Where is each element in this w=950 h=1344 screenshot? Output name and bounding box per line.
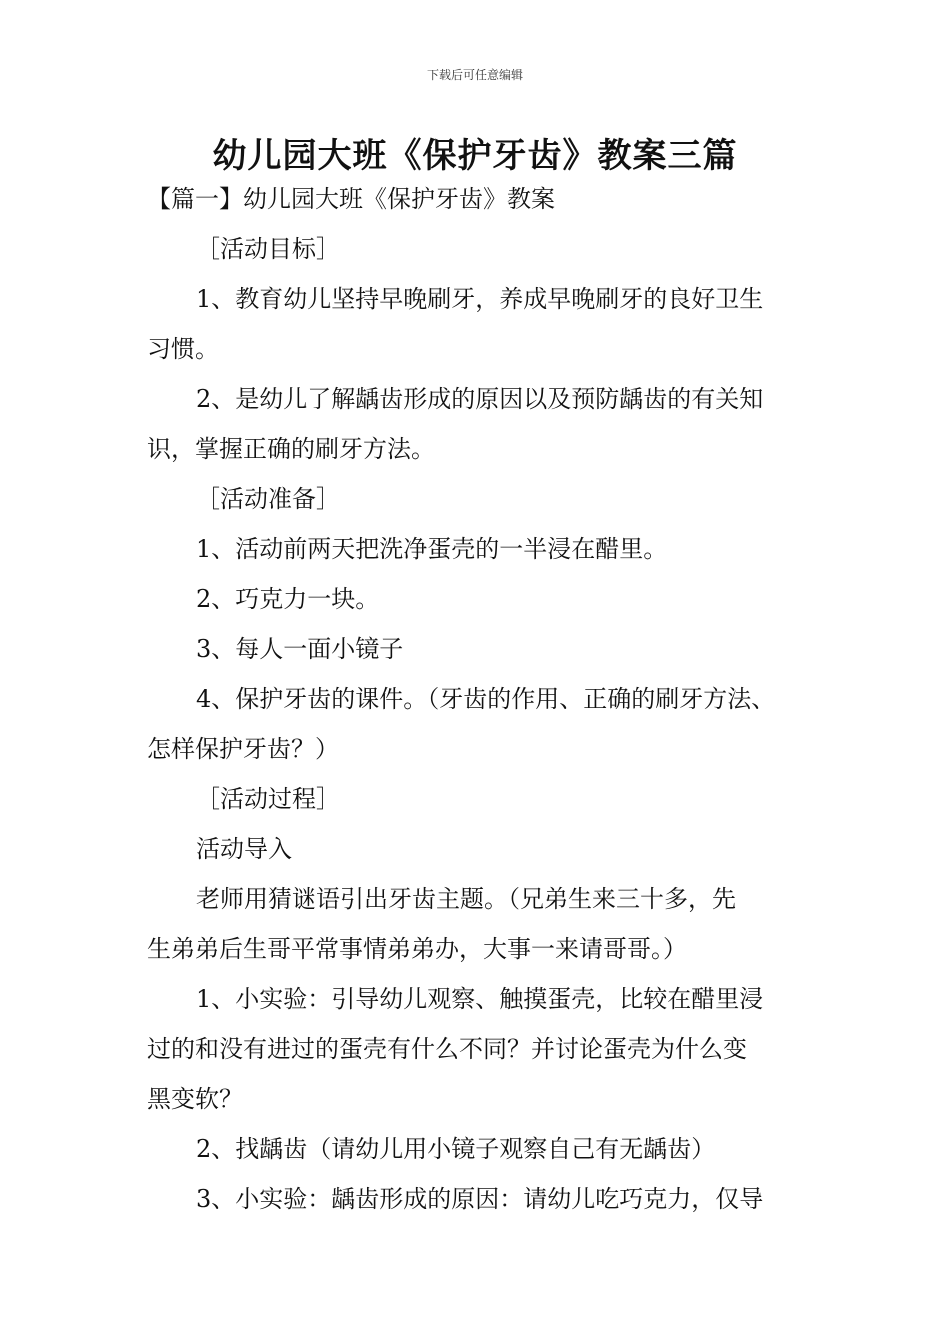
paragraph-line: 老师用猜谜语引出牙齿主题。（兄弟生来三十多，先 — [196, 885, 736, 913]
paragraph-line: 3、每人一面小镜子 — [196, 635, 404, 663]
paragraph-line: 3、小实验：龋齿形成的原因：请幼儿吃巧克力，仅导 — [196, 1185, 764, 1213]
paragraph-line: 活动导入 — [196, 835, 292, 863]
paragraph-line: 过的和没有进过的蛋壳有什么不同？并讨论蛋壳为什么变 — [147, 1035, 747, 1063]
subheading-preparation: ［活动准备］ — [196, 485, 340, 513]
document-title: 幼儿园大班《保护牙齿》教案三篇 — [212, 136, 738, 176]
paragraph-line: 2、巧克力一块。 — [196, 585, 380, 613]
section-heading: 【篇一】幼儿园大班《保护牙齿》教案 — [147, 185, 555, 213]
paragraph-line: 生弟弟后生哥平常事情弟弟办，大事一来请哥哥。） — [147, 935, 687, 963]
header-note: 下载后可任意编辑 — [426, 68, 523, 82]
paragraph-line: 1、活动前两天把洗净蛋壳的一半浸在醋里。 — [196, 535, 668, 563]
paragraph-line: 1、教育幼儿坚持早晚刷牙，养成早晚刷牙的良好卫生 — [196, 285, 764, 313]
paragraph-line: 识，掌握正确的刷牙方法。 — [147, 435, 435, 463]
paragraph-line: 4、保护牙齿的课件。（牙齿的作用、正确的刷牙方法、 — [196, 685, 776, 713]
paragraph-line: 1、小实验：引导幼儿观察、触摸蛋壳，比较在醋里浸 — [196, 985, 764, 1013]
paragraph-line: 怎样保护牙齿？） — [147, 735, 339, 763]
paragraph-line: 2、是幼儿了解龋齿形成的原因以及预防龋齿的有关知 — [196, 385, 764, 413]
subheading-process: ［活动过程］ — [196, 785, 340, 813]
paragraph-line: 2、找龋齿（请幼儿用小镜子观察自己有无龋齿） — [196, 1135, 716, 1163]
subheading-goals: ［活动目标］ — [196, 235, 340, 263]
paragraph-line: 习惯。 — [147, 335, 219, 363]
paragraph-line: 黑变软？ — [147, 1085, 243, 1113]
